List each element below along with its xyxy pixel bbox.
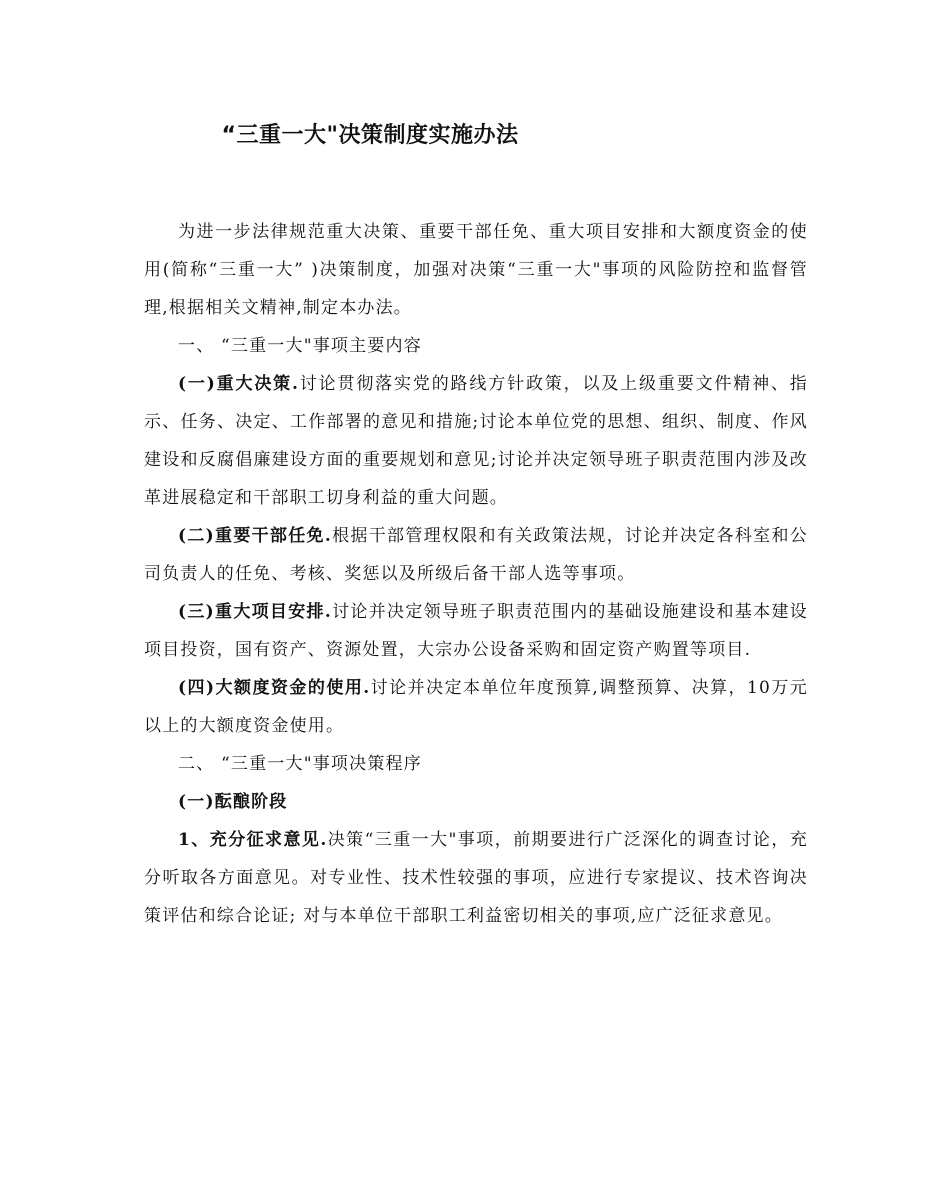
- section1-item3-label: (三)重大项目安排.: [178, 602, 332, 622]
- subsection-heading-1-text: (一)酝酿阶段: [178, 792, 288, 812]
- section1-item1-text: 讨论贯彻落实党的路线方针政策，以及上级重要文件精神、指示、任务、决定、工作部署的意见和措施;讨论本单位党的思想、组织、制度、作风建设和反腐倡廉建设方面的重要规划和意见;讨论并决定领导班子职责范围内涉及改革进展稳定和干部职工切身利益的重大问题。: [144, 374, 808, 508]
- section1-item4-text: 讨论并决定本单位年度预算,调整预算、决算，10万元以上的大额度资金使用。: [144, 678, 808, 736]
- subsection-heading-1: [144, 783, 808, 821]
- section1-item2-text: 根据干部管理权限和有关政策法规，讨论并决定各科室和公司负责人的任免、考核、奖惩以及所级后备干部人选等事项。: [144, 526, 808, 584]
- section1-item4-label: (四)大额度资金的使用.: [178, 678, 371, 698]
- section1-item1-label: (一)重大决策.: [178, 374, 300, 394]
- section1-item3-paragraph: [144, 593, 808, 669]
- subsection1-point1-text: 决策“三重一大"事项，前期要进行广泛深化的调查讨论，充分听取各方面意见。对专业性、技术性较强的事项，应进行专家提议、技术咨询决策评估和综合论证; 对与本单位干部职工利益密切相关的事项,应广泛征求意见。: [144, 830, 808, 926]
- section-heading-1: 一、 “三重一大"事项主要内容: [178, 336, 422, 356]
- section1-item1-paragraph: [144, 365, 808, 517]
- section1-item3-text: 讨论并决定领导班子职责范围内的基础设施建设和基本建设项目投资，国有资产、资源处置，大宗办公设备采购和固定资产购置等项目.: [144, 602, 808, 660]
- subsection1-point1-paragraph: [144, 821, 808, 935]
- document-body: [144, 213, 808, 935]
- section-heading-2: 二、 “三重一大"事项决策程序: [178, 754, 422, 774]
- subsection1-point1-label: 1、充分征求意见.: [178, 830, 328, 850]
- section1-item2-paragraph: [144, 517, 808, 593]
- intro-paragraph: 为进一步法律规范重大决策、重要干部任免、重大项目安排和大额度资金的使用(简称“三重一大” )决策制度，加强对决策“三重一大"事项的风险防控和监督管理,根据相关文精神,制定本办法。: [144, 222, 808, 318]
- section1-item4-paragraph: [144, 669, 808, 745]
- document-title: “三重一大"决策制度实施办法: [221, 123, 519, 148]
- section1-item2-label: (二)重要干部任免.: [178, 526, 332, 546]
